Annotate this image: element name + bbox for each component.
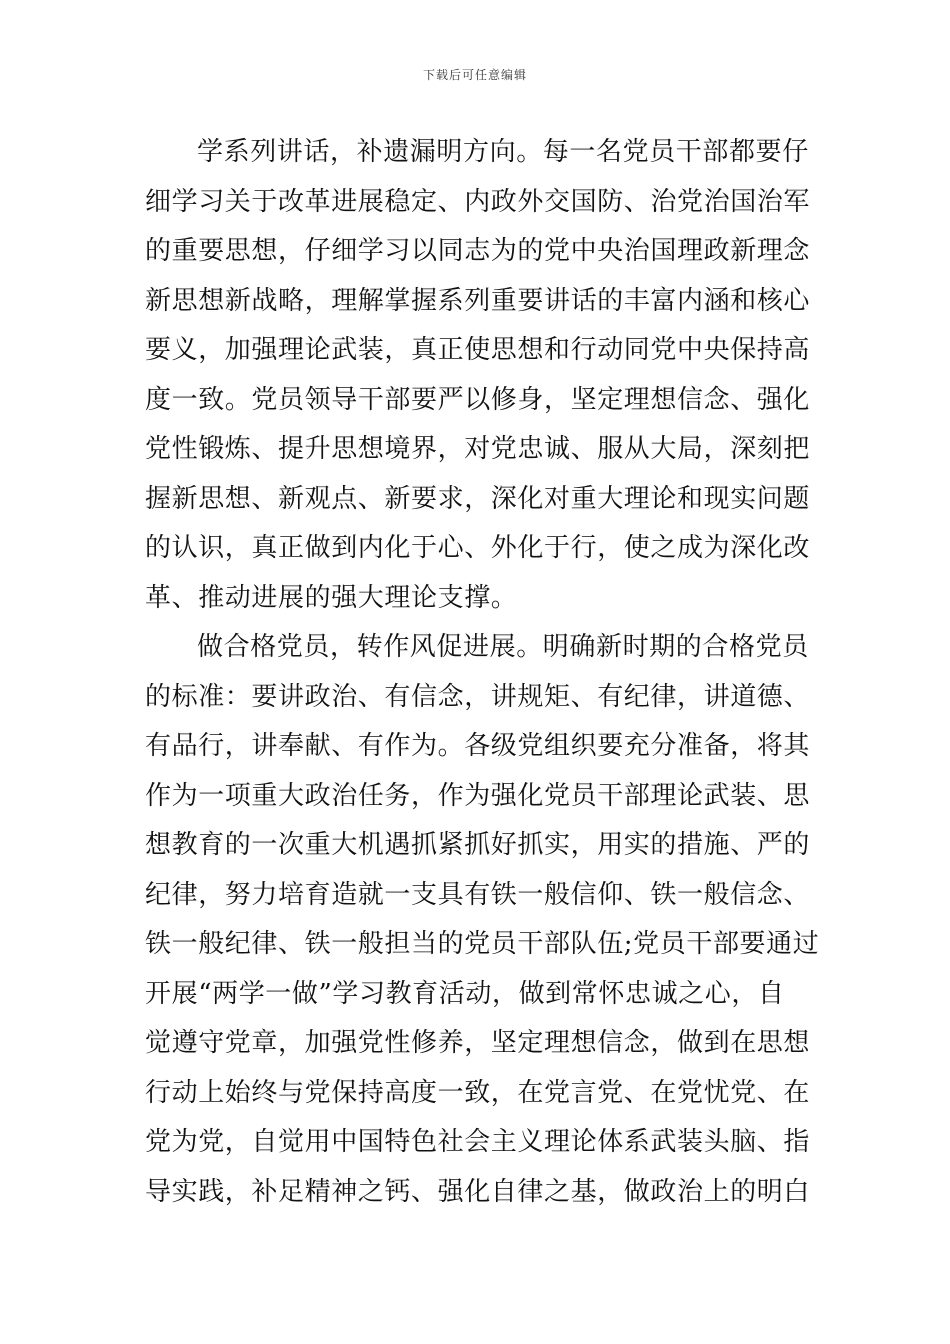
paragraph-line: 铁一般纪律、铁一般担当的党员干部队伍;党员干部要通过 <box>145 929 820 959</box>
paragraph-2 <box>145 623 820 1217</box>
paragraph-line: 度一致。党员领导干部要严以修身，坚定理想信念、强化 <box>145 384 811 415</box>
paragraph-line: 革、推动进展的强大理论支撑。 <box>145 582 518 613</box>
paragraph-line: 握新思想、新观点、新要求，深化对重大理论和现实问题 <box>145 483 811 514</box>
document-body <box>145 128 820 1217</box>
paragraph-line: 的标准：要讲政治、有信念，讲规矩、有纪律，讲道德、 <box>145 681 811 712</box>
paragraph-line: 的认识，真正做到内化于心、外化于行，使之成为深化改 <box>145 533 811 563</box>
paragraph-line: 做合格党员，转作风促进展。明确新时期的合格党员 <box>197 632 809 662</box>
paragraph-line: 觉遵守党章，加强党性修养，坚定理想信念，做到在思想 <box>145 1028 811 1058</box>
paragraph-line: 作为一项重大政治任务，作为强化党员干部理论武装、思 <box>145 780 811 811</box>
paragraph-line: 学系列讲话，补遗漏明方向。每一名党员干部都要仔 <box>197 137 809 167</box>
page-header-note: 下载后可任意编辑 <box>422 68 527 82</box>
paragraph-line: 有品行，讲奉献、有作为。各级党组织要充分准备，将其 <box>145 731 811 761</box>
paragraph-line: 纪律，努力培育造就一支具有铁一般信仰、铁一般信念、 <box>145 879 811 910</box>
paragraph-line: 开展“两学一做”学习教育活动，做到常怀忠诚之心，自 <box>145 978 785 1009</box>
paragraph-1 <box>145 128 810 623</box>
paragraph-line: 行动上始终与党保持高度一致，在党言党、在党忧党、在 <box>145 1077 811 1108</box>
paragraph-line: 党性锻炼、提升思想境界，对党忠诚、服从大局，深刻把 <box>145 434 811 464</box>
paragraph-line: 的重要思想，仔细学习以同志为的党中央治国理政新理念 <box>145 236 811 266</box>
paragraph-line: 新思想新战略，理解掌握系列重要讲话的丰富内涵和核心 <box>145 285 811 316</box>
paragraph-line: 细学习关于改革进展稳定、内政外交国防、治党治国治军 <box>145 186 811 217</box>
paragraph-line: 导实践，补足精神之钙、强化自律之基，做政治上的明白 <box>145 1176 811 1207</box>
paragraph-line: 党为党，自觉用中国特色社会主义理论体系武装头脑、指 <box>145 1127 811 1157</box>
paragraph-line: 要义，加强理论武装，真正使思想和行动同党中央保持高 <box>145 335 811 365</box>
paragraph-line: 想教育的一次重大机遇抓紧抓好抓实，用实的措施、严的 <box>145 830 811 860</box>
